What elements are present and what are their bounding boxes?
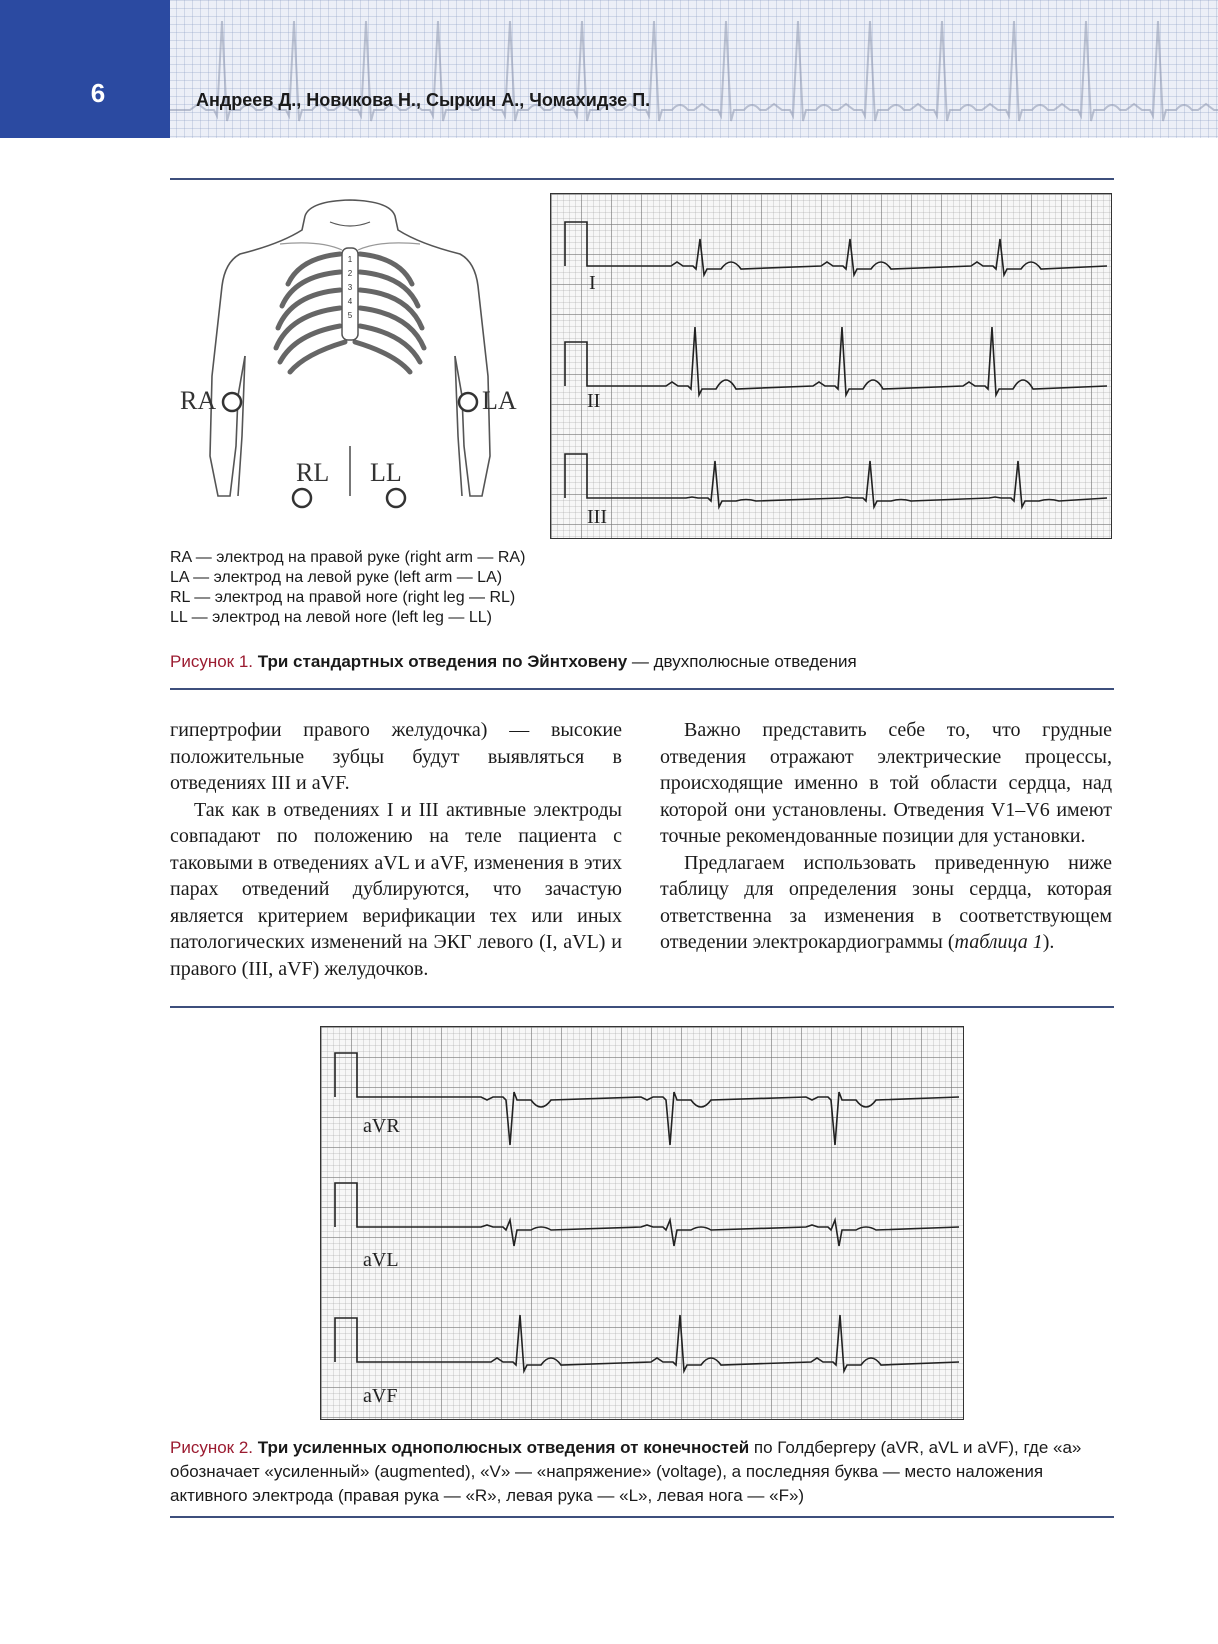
rule-figure2-bottom xyxy=(170,1516,1114,1518)
left-paragraph-1: гипертрофии правого желудочка) — высокие положительные зубцы будут выявляться в отведениях III и aVF. xyxy=(170,719,622,794)
legend-ll: LL — электрод на левой ноге (left leg — LL) xyxy=(170,609,492,626)
label-ll: LL xyxy=(370,458,402,487)
table-reference: таблица 1 xyxy=(954,931,1043,953)
svg-text:3: 3 xyxy=(347,283,353,292)
header-band xyxy=(0,0,1218,138)
lead-label-avl: aVL xyxy=(363,1249,399,1271)
label-la: LA xyxy=(482,386,517,415)
figure1-caption-rest: — двухполюсные отведения xyxy=(627,652,857,671)
svg-text:4: 4 xyxy=(347,297,353,306)
page-number: 6 xyxy=(90,78,106,108)
rl-electrode-icon xyxy=(293,489,311,507)
left-paragraph-2: Так как в отведениях I и III активные электроды совпадают по положению на теле пациента с таковыми в отведениях aVL и aVF, изменения в этих парах отведений дублируются, что зачастую является критерием верификации тех или иных патологических изменений на ЭКГ левого (I, aVL) и правого (III, aVF) желудочков. xyxy=(170,798,622,980)
rule-figure2-top xyxy=(170,1006,1114,1008)
legend-rl: RL — электрод на правой ноге (right leg — RL) xyxy=(170,589,516,606)
svg-text:1: 1 xyxy=(347,255,353,264)
figure2-caption-title: Три усиленных однополюсных отведения от конечностей xyxy=(257,1438,750,1457)
running-header-authors: Андреев Д., Новикова Н., Сыркин А., Чомахидзе П. xyxy=(196,90,651,110)
lead-label-i: I xyxy=(589,272,596,294)
ecg-trace-lead-avf xyxy=(335,1315,959,1371)
figure1-caption-number: Рисунок 1. xyxy=(170,652,254,671)
lead-label-iii: III xyxy=(587,506,607,528)
ecg-trace-lead-i xyxy=(565,222,1107,275)
ecg-trace-lead-iii xyxy=(565,454,1107,507)
label-rl: RL xyxy=(296,458,330,487)
ecg-standard-leads-traces xyxy=(551,194,1111,538)
ra-electrode-icon xyxy=(223,393,241,411)
svg-text:5: 5 xyxy=(347,311,353,320)
header-ecg-decoration xyxy=(170,0,1218,138)
right-paragraph-1: Важно представить себе то, что грудные отведения отражают электрические процессы, происходящие именно в той области сердца, над которой они установлены. Отведения V1–V6 имеют точные рекомендованные позиции для установки. xyxy=(660,719,1112,847)
torso-outline xyxy=(170,196,530,526)
label-ra: RA xyxy=(180,386,217,415)
right-paragraph-2 xyxy=(660,850,1112,956)
figure2-caption-number: Рисунок 2. xyxy=(170,1438,254,1457)
ecg-trace-lead-ii xyxy=(565,327,1107,395)
body-electrode-diagram xyxy=(170,196,530,526)
figure1-caption-title: Три стандартных отведения по Эйнтховену xyxy=(257,652,628,671)
text-column-right xyxy=(660,717,1112,956)
ecg-augmented-leads xyxy=(320,1026,964,1420)
rule-figure1-bottom xyxy=(170,688,1114,690)
figure2-caption xyxy=(170,1436,1114,1508)
right-paragraph-2-text: Предлагаем использовать приведенную ниже таблицу для определения зоны сердца, которая ответственна за изменения в соответствующем отведении электрокардиограммы ( xyxy=(660,851,1112,953)
page-number-box xyxy=(0,0,170,138)
figure2-caption-rest: по Голдбергеру (aVR, aVL и aVF), где «а» обозначает «усиленный» (augmented), «V» — «напряжение» (voltage), а последняя буква — место наложения активного электрода (правая рука — «R», левая рука — «L», левая нога — «F») xyxy=(170,1438,1082,1505)
ecg-trace-lead-avr xyxy=(335,1053,959,1145)
rule-top xyxy=(170,178,1114,180)
ll-electrode-icon xyxy=(387,489,405,507)
lead-label-avr: aVR xyxy=(363,1115,400,1137)
svg-text:2: 2 xyxy=(347,269,353,278)
ecg-augmented-leads-traces xyxy=(321,1027,963,1419)
ecg-standard-leads xyxy=(550,193,1112,539)
legend-la: LA — электрод на левой руке (left arm — LA) xyxy=(170,569,503,586)
text-column-left xyxy=(170,717,622,982)
electrode-legend xyxy=(170,548,525,628)
legend-ra: RA — электрод на правой руке (right arm — RA) xyxy=(170,549,526,566)
figure1-caption xyxy=(170,650,1114,674)
ecg-trace-lead-avl xyxy=(335,1183,959,1246)
lead-label-avf: aVF xyxy=(363,1385,398,1407)
lead-label-ii: II xyxy=(587,390,601,412)
la-electrode-icon xyxy=(459,393,477,411)
right-paragraph-2-end: ). xyxy=(1042,931,1055,953)
